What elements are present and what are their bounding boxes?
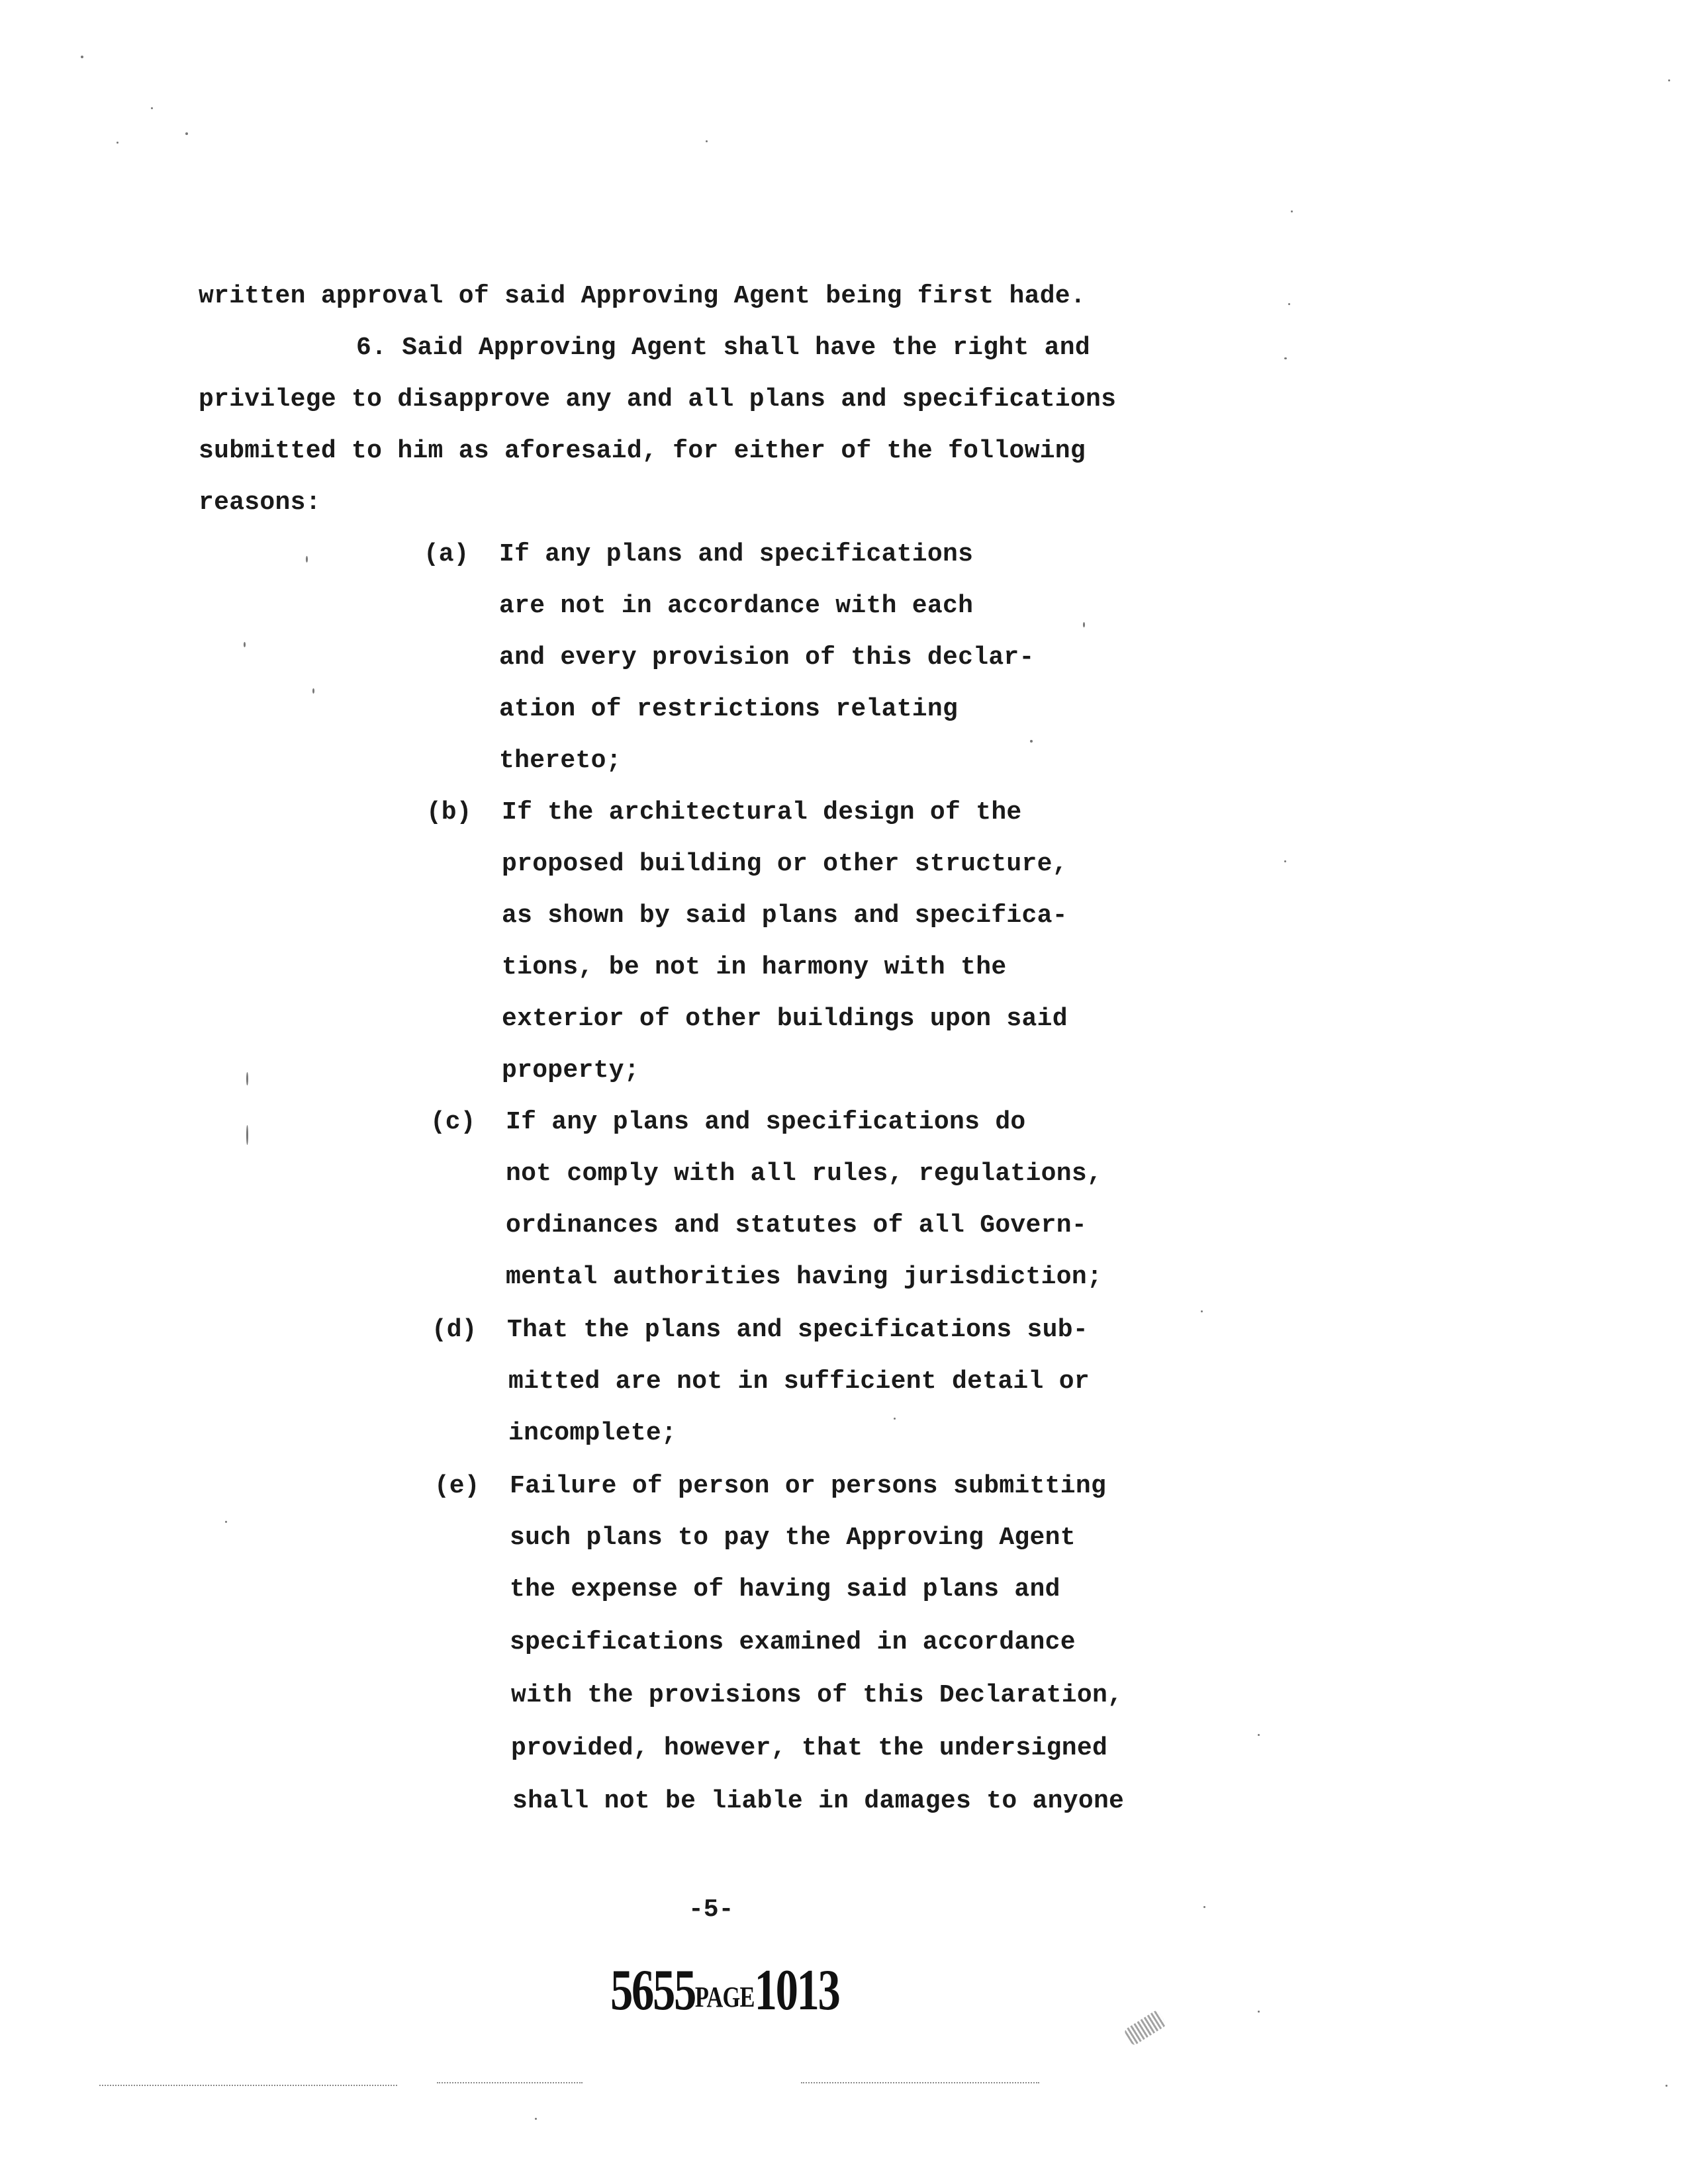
item-e-line-5: with the provisions of this Declaration, bbox=[511, 1681, 1123, 1709]
item-a-line-2: are not in accordance with each bbox=[499, 592, 974, 620]
item-a-line-4: ation of restrictions relating bbox=[499, 695, 959, 723]
scan-speck bbox=[244, 642, 246, 647]
item-e-line-7: shall not be liable in damages to anyone bbox=[512, 1787, 1125, 1815]
scan-speck bbox=[246, 1125, 248, 1145]
item-a-line-3: and every provision of this declar- bbox=[499, 643, 1035, 672]
scan-speck bbox=[1665, 2085, 1667, 2087]
item-d-label: (d) bbox=[432, 1316, 477, 1344]
body-line-2: 6. Said Approving Agent shall have the right and bbox=[356, 334, 1090, 362]
item-d-line-2: mitted are not in sufficient detail or bbox=[508, 1367, 1090, 1396]
stamp-book: 5655 bbox=[610, 1958, 695, 2023]
item-a-line-5: thereto; bbox=[499, 747, 622, 775]
item-d-line-3: incomplete; bbox=[508, 1419, 677, 1447]
item-b-line-3: as shown by said plans and specifica- bbox=[502, 901, 1068, 930]
scan-smudge bbox=[1123, 2009, 1167, 2046]
scan-dash-row bbox=[99, 2085, 397, 2086]
stamp-page-word: PAGE bbox=[694, 1981, 755, 2013]
item-a-label: (a) bbox=[424, 540, 469, 569]
scan-speck bbox=[151, 107, 153, 109]
scan-speck bbox=[306, 556, 308, 563]
item-e-line-2: such plans to pay the Approving Agent bbox=[510, 1524, 1076, 1552]
item-c-line-1: If any plans and specifications do bbox=[506, 1108, 1026, 1136]
scan-speck bbox=[1201, 1310, 1203, 1312]
item-e-line-1: Failure of person or persons submitting bbox=[510, 1472, 1107, 1500]
item-e-line-4: specifications examined in accordance bbox=[510, 1628, 1076, 1657]
scan-speck bbox=[185, 132, 188, 135]
item-c-line-2: not comply with all rules, regulations, bbox=[506, 1160, 1103, 1188]
scan-speck bbox=[1291, 210, 1293, 212]
body-line-5: reasons: bbox=[199, 488, 321, 517]
scan-dash-row bbox=[437, 2082, 583, 2083]
scan-speck bbox=[1288, 303, 1290, 305]
item-c-line-3: ordinances and statutes of all Govern- bbox=[506, 1211, 1087, 1240]
scan-speck bbox=[246, 1072, 248, 1085]
scan-speck bbox=[312, 688, 314, 694]
item-e-label: (e) bbox=[434, 1472, 480, 1500]
item-b-label: (b) bbox=[426, 798, 472, 827]
scan-speck bbox=[81, 56, 83, 58]
body-line-4: submitted to him as aforesaid, for either of the following bbox=[199, 437, 1086, 465]
scan-speck bbox=[117, 142, 118, 144]
scan-speck bbox=[535, 2118, 537, 2120]
item-b-line-1: If the architectural design of the bbox=[502, 798, 1022, 827]
scan-speck bbox=[1668, 79, 1670, 81]
scan-speck bbox=[1030, 740, 1033, 743]
item-c-line-4: mental authorities having jurisdiction; bbox=[506, 1263, 1103, 1291]
body-line-3: privilege to disapprove any and all plans and specifications bbox=[199, 385, 1117, 414]
scan-speck bbox=[894, 1418, 896, 1420]
item-e-line-6: provided, however, that the undersigned bbox=[511, 1734, 1108, 1762]
item-d-line-1: That the plans and specifications sub- bbox=[507, 1316, 1088, 1344]
scan-speck bbox=[1203, 1906, 1205, 1908]
item-e-line-3: the expense of having said plans and bbox=[510, 1575, 1060, 1604]
scan-dash-row bbox=[801, 2082, 1039, 2083]
scan-speck bbox=[706, 140, 708, 142]
item-c-label: (c) bbox=[430, 1108, 476, 1136]
scan-speck bbox=[1083, 622, 1085, 627]
item-b-line-5: exterior of other buildings upon said bbox=[502, 1005, 1068, 1033]
scan-speck bbox=[1258, 2011, 1260, 2013]
item-b-line-2: proposed building or other structure, bbox=[502, 850, 1068, 878]
page-number: -5- bbox=[688, 1895, 734, 1924]
scan-speck bbox=[1258, 1734, 1260, 1736]
record-stamp bbox=[610, 1959, 839, 2029]
scan-speck bbox=[1284, 357, 1287, 359]
item-b-line-6: property; bbox=[502, 1056, 639, 1085]
item-a-line-1: If any plans and specifications bbox=[499, 540, 974, 569]
item-b-line-4: tions, be not in harmony with the bbox=[502, 953, 1007, 981]
scan-speck bbox=[225, 1521, 227, 1523]
scan-speck bbox=[1284, 860, 1286, 862]
body-line-1: written approval of said Approving Agent being first hade. bbox=[199, 282, 1086, 310]
stamp-page: 1013 bbox=[754, 1958, 839, 2023]
